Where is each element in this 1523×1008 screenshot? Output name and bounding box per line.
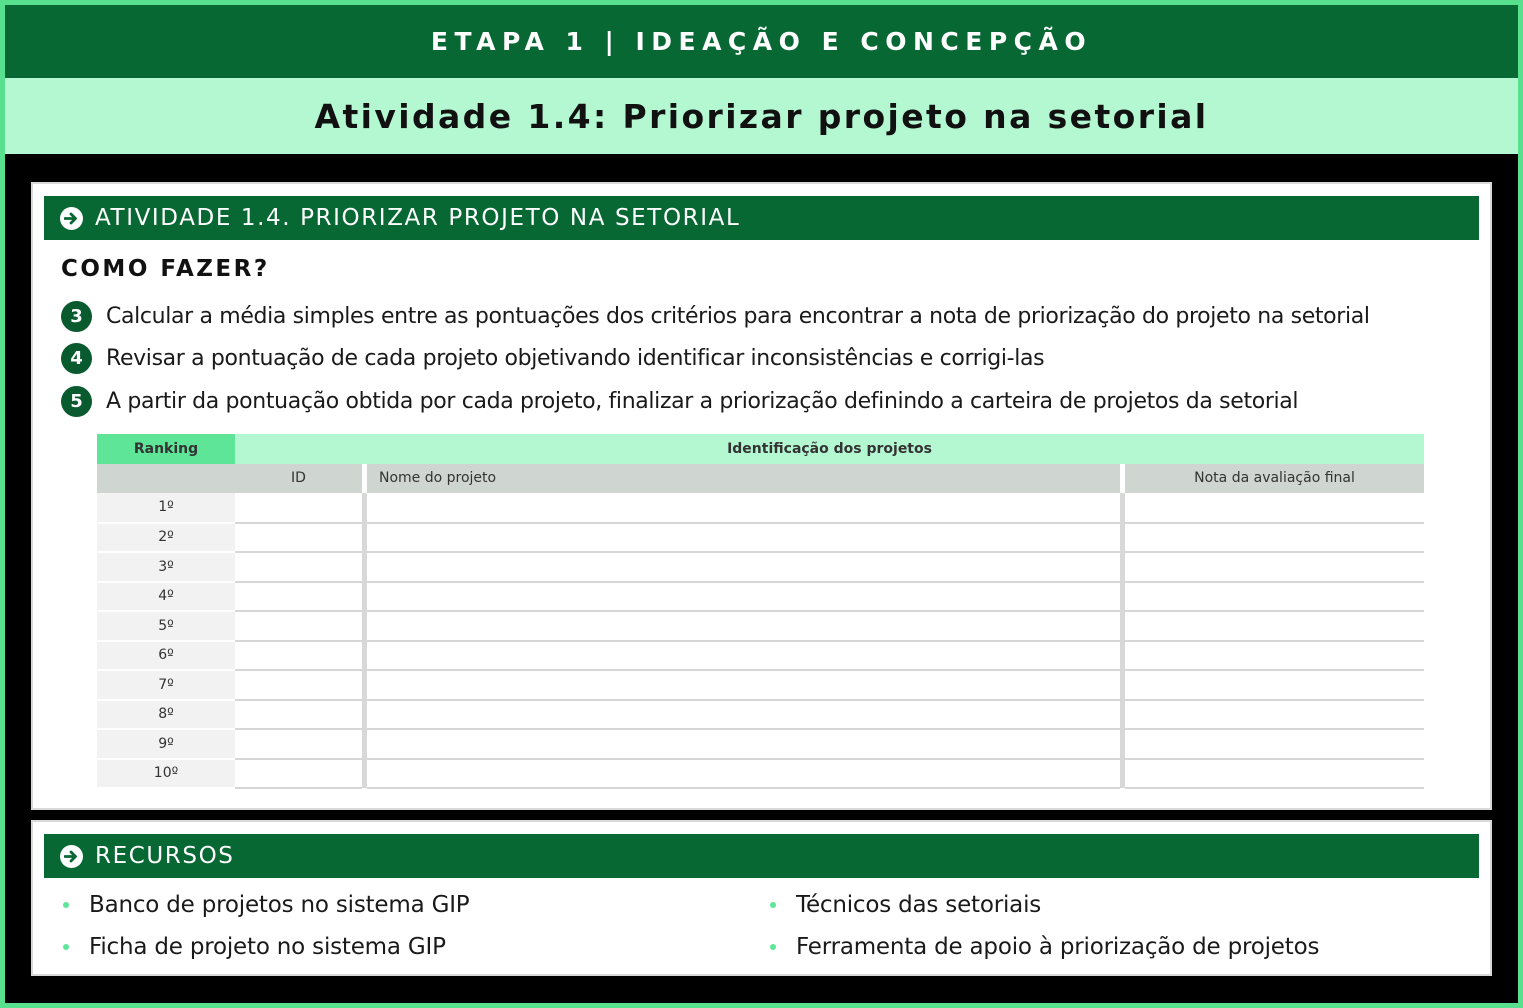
score-cell[interactable]	[1125, 611, 1424, 641]
rank-cell: 7º	[97, 670, 235, 700]
bullet-icon	[63, 902, 69, 908]
score-cell[interactable]	[1125, 582, 1424, 612]
bullet-icon	[770, 902, 776, 908]
id-cell[interactable]	[235, 641, 362, 671]
rank-cell: 1º	[97, 493, 235, 523]
score-cell[interactable]	[1125, 700, 1424, 730]
id-cell[interactable]	[235, 729, 362, 759]
score-cell[interactable]	[1125, 670, 1424, 700]
table-row	[97, 700, 1424, 730]
score-cell[interactable]	[1125, 493, 1424, 523]
id-cell[interactable]	[235, 523, 362, 553]
id-cell[interactable]	[235, 700, 362, 730]
bullet-icon	[770, 944, 776, 950]
name-cell[interactable]	[367, 523, 1120, 553]
main-panel	[31, 182, 1492, 810]
table-row	[97, 670, 1424, 700]
step-3	[61, 301, 1370, 332]
step-5	[61, 386, 1298, 417]
id-cell[interactable]	[235, 670, 362, 700]
table-row	[97, 759, 1424, 789]
resource-item	[63, 934, 446, 960]
score-cell[interactable]	[1125, 523, 1424, 553]
ranking-table	[97, 434, 1424, 789]
step-number-badge: 3	[61, 301, 92, 332]
table-row	[97, 611, 1424, 641]
table-column-header-row	[97, 464, 1424, 494]
como-fazer-heading: COMO FAZER?	[61, 256, 270, 282]
atividade-banner	[5, 78, 1518, 154]
bullet-icon	[63, 944, 69, 950]
name-cell[interactable]	[367, 611, 1120, 641]
rank-cell: 9º	[97, 729, 235, 759]
id-cell[interactable]	[235, 611, 362, 641]
name-cell[interactable]	[367, 670, 1120, 700]
resource-label: Técnicos das setoriais	[796, 892, 1042, 918]
arrow-right-circle-icon	[60, 207, 83, 230]
main-section-header	[44, 196, 1479, 240]
name-column-header: Nome do projeto	[367, 464, 1120, 494]
rank-cell: 6º	[97, 641, 235, 671]
table-row	[97, 641, 1424, 671]
arrow-right-circle-icon	[60, 845, 83, 868]
step-text: Calcular a média simples entre as pontuações dos critérios para encontrar a nota de priorização do projeto na setorial	[106, 304, 1370, 329]
rank-cell: 10º	[97, 759, 235, 789]
table-row	[97, 582, 1424, 612]
table-row	[97, 523, 1424, 553]
id-cell[interactable]	[235, 582, 362, 612]
name-cell[interactable]	[367, 729, 1120, 759]
name-cell[interactable]	[367, 582, 1120, 612]
table-row	[97, 493, 1424, 523]
resources-section-header	[44, 834, 1479, 878]
ranking-header: Ranking	[97, 434, 235, 464]
score-cell[interactable]	[1125, 759, 1424, 789]
score-cell[interactable]	[1125, 641, 1424, 671]
id-column-header: ID	[235, 464, 362, 494]
rank-cell: 3º	[97, 552, 235, 582]
rank-cell: 5º	[97, 611, 235, 641]
main-section-title: ATIVIDADE 1.4. PRIORIZAR PROJETO NA SETORIAL	[95, 205, 741, 231]
identification-header: Identificação dos projetos	[235, 434, 1424, 464]
atividade-title: Atividade 1.4: Priorizar projeto na setorial	[314, 96, 1209, 136]
score-cell[interactable]	[1125, 729, 1424, 759]
name-cell[interactable]	[367, 759, 1120, 789]
rank-cell: 2º	[97, 523, 235, 553]
score-cell[interactable]	[1125, 552, 1424, 582]
resource-item	[770, 934, 1319, 960]
table-group-header-row	[97, 434, 1424, 464]
name-cell[interactable]	[367, 493, 1120, 523]
rank-cell: 4º	[97, 582, 235, 612]
rank-column-header	[97, 464, 235, 494]
id-cell[interactable]	[235, 759, 362, 789]
slide-frame	[5, 5, 1518, 1003]
resources-section-title: RECURSOS	[95, 843, 235, 869]
table-row	[97, 552, 1424, 582]
step-number-badge: 5	[61, 386, 92, 417]
resource-label: Banco de projetos no sistema GIP	[89, 892, 470, 918]
name-cell[interactable]	[367, 641, 1120, 671]
resource-item	[770, 892, 1041, 918]
resource-label: Ficha de projeto no sistema GIP	[89, 934, 446, 960]
table-row	[97, 729, 1424, 759]
resource-label: Ferramenta de apoio à priorização de projetos	[796, 934, 1320, 960]
rank-cell: 8º	[97, 700, 235, 730]
resource-item	[63, 892, 469, 918]
id-cell[interactable]	[235, 552, 362, 582]
step-number-badge: 4	[61, 343, 92, 374]
score-column-header: Nota da avaliação final	[1125, 464, 1424, 494]
step-text: A partir da pontuação obtida por cada projeto, finalizar a priorização definindo a carteira de projetos da setorial	[106, 389, 1299, 414]
name-cell[interactable]	[367, 552, 1120, 582]
resources-panel	[31, 820, 1492, 976]
etapa-title: ETAPA 1 | IDEAÇÃO E CONCEPÇÃO	[430, 27, 1093, 56]
etapa-banner	[5, 5, 1518, 78]
name-cell[interactable]	[367, 700, 1120, 730]
step-text: Revisar a pontuação de cada projeto objetivando identificar inconsistências e corrigi-las	[106, 346, 1045, 371]
id-cell[interactable]	[235, 493, 362, 523]
step-4	[61, 343, 1044, 374]
